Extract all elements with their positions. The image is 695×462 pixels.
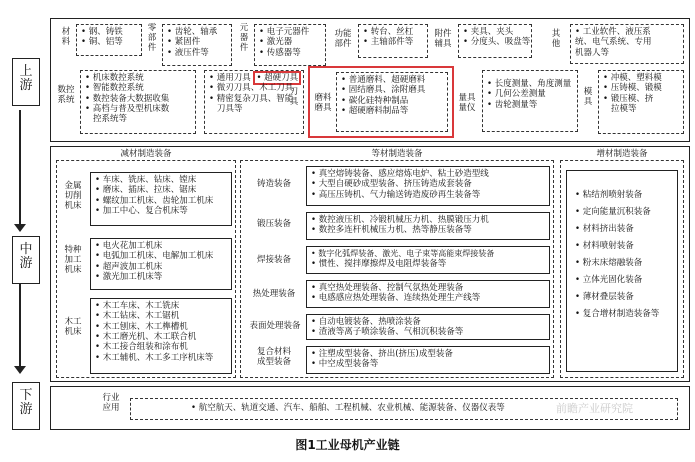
list-item: • 紧固件 [167,37,227,47]
cnc-label: 数控 系统 [57,85,75,105]
industry-application-label: 行业 应用 [102,393,120,413]
list-item: • 高档与普及型机床数 [85,104,191,114]
list-item: • 木工接合组装和涂布机 [95,342,227,352]
surface-treatment-box [306,314,550,340]
list-item: • 激光器 [259,37,321,47]
industry-application-text: • 航空航天、轨道交通、汽车、船舶、工程机械、农业机械、能源装备、仪器仪表等 [191,403,505,413]
abrasives-box [336,72,448,132]
equal-title: 等材制造装备 [371,149,423,159]
list-item: • 微刃刀具、木工刀具 [209,83,299,93]
arrow-mid-down [19,284,21,370]
stage-downstream-label: 下 游 [12,382,40,430]
list-item: • 锻压模、挤 [603,94,679,104]
woodworking-label: 木工 机床 [64,317,82,337]
list-item: • 夹具、夹头 [463,27,527,37]
components-label: 元 器 件 [239,23,249,53]
arrow-mid-down-head [14,366,26,374]
welding-label: 焊接装备 [256,255,291,265]
additive-box [566,170,678,372]
list-item: • 注塑成型装备、挤出(挤压)成型装备 [311,349,545,359]
list-item: • 大型自硬砂成型装备、挤压铸造成套装备 [311,179,545,189]
additive-title: 增材制造装备 [596,149,648,159]
special-machining-label: 特种 加工 机床 [64,245,82,275]
list-item: • 数字化弧焊装备、激光、电子束等高能束焊接装备 [311,249,545,259]
list-item: • 木工刨床、木工榫槽机 [95,322,227,332]
list-item: • 电感感应热处理装备、连续热处理生产线等 [311,293,545,303]
stage-upstream [6,58,44,110]
list-item: • 精密复杂刀具、智能 [209,94,299,104]
list-item: • 铜、铝等 [81,37,137,47]
list-item: • 分度头、吸盘等 [463,37,527,47]
list-item: • 长度测量、角度测量 [487,79,573,89]
list-item: • 超声波加工机床 [95,262,227,272]
instruments-label: 量具 量仪 [458,93,476,113]
list-item: • 液压件等 [167,48,227,58]
list-item: • 固结磨具、涂附磨具 [341,85,443,95]
list-item: • 激光加工机床等 [95,272,227,282]
list-item: 刀具等 [217,104,243,115]
list-item: • 木工磨光机、木工联合机 [95,332,227,342]
list-item: • 超硬磨料制品等 [341,106,443,116]
stage-midstream-label: 中 游 [12,236,40,284]
composite-molding-label: 复合材料 成型装备 [256,347,291,367]
list-item: • 数控装备大数据收集 [85,94,191,104]
list-item: • 高压压铸机、气力输送铸造废砂再生装备等 [311,190,545,200]
parts-label: 零 部 件 [147,23,157,53]
list-item: • 电弧加工机床、电解加工机床 [95,251,227,261]
special-machining-box [90,238,232,290]
list-item: • 电火花加工机床 [95,241,227,251]
heat-treatment-box [306,280,550,308]
parts-box [162,24,232,66]
arrow-up-mid [19,110,21,228]
materials-box [76,24,142,56]
list-item: • 材料喷射装备 [575,238,673,255]
list-item: 机器人等 [575,47,610,58]
casting-label: 铸造装备 [256,179,291,189]
list-item: • 主轴部件等 [363,37,423,47]
watermark: 前瞻产业研究院 [556,402,633,415]
stage-upstream-label: 上 游 [12,58,40,106]
list-item: • 立体光固化装备 [575,272,673,289]
list-item: • 智能数控系统 [85,83,191,93]
molds-box [598,70,684,134]
metal-cutting-label: 金属 切削 机床 [64,181,82,211]
accessory-label: 附件 辅具 [434,29,452,49]
list-item: 拉模等 [611,104,637,115]
list-item: • 真空热处理装备、控制气氛热处理装备 [311,283,545,293]
list-item: • 转台、丝杠 [363,27,423,37]
cnc-box [80,70,196,134]
list-item: • 电子元器件 [259,27,321,37]
list-item: • 数控多连杆机械压力机、热等静压装备等 [311,225,545,235]
list-item: • 真空熔铸装备、感应熔炼电炉、粘土砂造型线 [311,169,545,179]
list-item: • 粘结剂喷射装备 [575,187,673,204]
list-item: • 齿轮测量等 [487,100,573,110]
list-item: • 木工钻床、木工锯机 [95,311,227,321]
list-item: • 木工辅机、木工多工序机床等 [95,353,227,363]
metal-cutting-box [90,172,232,226]
casting-box [306,166,550,206]
subtractive-title: 减材制造装备 [120,149,172,159]
list-item: • 渣液等离子喷涂装备、气相沉积装备等 [311,327,545,337]
other-box [570,24,684,64]
list-item: • 几何公差测量 [487,89,573,99]
accessory-box [458,24,532,58]
list-item: • 传感器等 [259,48,321,58]
list-item: • 粉末床熔融装备 [575,255,673,272]
list-item: • 数控液压机、冷锻机械压力机、热膜锻压力机 [311,215,545,225]
list-item: 统、电气系统、专用 [575,37,652,48]
forging-box [306,212,550,240]
list-item: • 定向能量沉积装备 [575,204,673,221]
list-item: • 碳化硅特种制品 [341,96,443,106]
tools-label: 刀 具 [289,87,299,107]
functional-label: 功能 部件 [334,29,352,49]
list-item: • 加工中心、复合机床等 [95,206,227,216]
list-item: • 磨床、插床、拉床、锯床 [95,185,227,195]
other-label: 其 他 [551,29,561,49]
heat-treatment-label: 热处理装备 [252,289,296,299]
components-box [254,24,326,66]
list-item: • 钢、铸铁 [81,27,137,37]
list-item: • 压铸模、锻模 [603,83,679,93]
abrasives-label: 磨料 磨具 [314,93,332,113]
surface-treatment-label: 表面处理装备 [249,321,301,331]
list-item: • 木工车床、木工铣床 [95,301,227,311]
list-item: • 通用刀具 [209,73,251,83]
welding-box [306,246,550,274]
list-item: • 冲模、塑料模 [603,73,679,83]
functional-box [358,24,428,58]
molds-label: 模 具 [583,87,593,107]
list-item: • 中空成型装备等 [311,359,545,369]
list-item: • 工业软件、液压系 [575,27,679,37]
woodworking-box [90,298,232,374]
forging-label: 锻压装备 [256,219,291,229]
list-item: • 普通磨料、超硬磨料 [341,75,443,85]
list-item: • 材料挤出装备 [575,221,673,238]
figure-caption: 图1工业母机产业链 [295,438,400,452]
arrow-up-mid-head [14,224,26,232]
materials-label: 材 料 [61,27,71,47]
list-item: • 车床、铣床、钻床、镗床 [95,175,227,185]
composite-molding-box [306,346,550,374]
list-item: • 螺纹加工机床、齿轮加工机床 [95,196,227,206]
instruments-box [482,70,578,132]
list-item: • 齿轮、轴承 [167,27,227,37]
list-item: • 自动电镀装备、热喷涂装备 [311,317,545,327]
superhard-tools-highlight: • 超硬刀具 [253,71,301,85]
list-item: • 复合增材制造装备等 [575,306,673,323]
list-item: • 惯性、搅拌摩擦焊及电阻焊装备等 [311,259,545,269]
list-item: • 薄材叠层装备 [575,289,673,306]
list-item: 控系统等 [93,114,128,125]
list-item: • 机床数控系统 [85,73,191,83]
